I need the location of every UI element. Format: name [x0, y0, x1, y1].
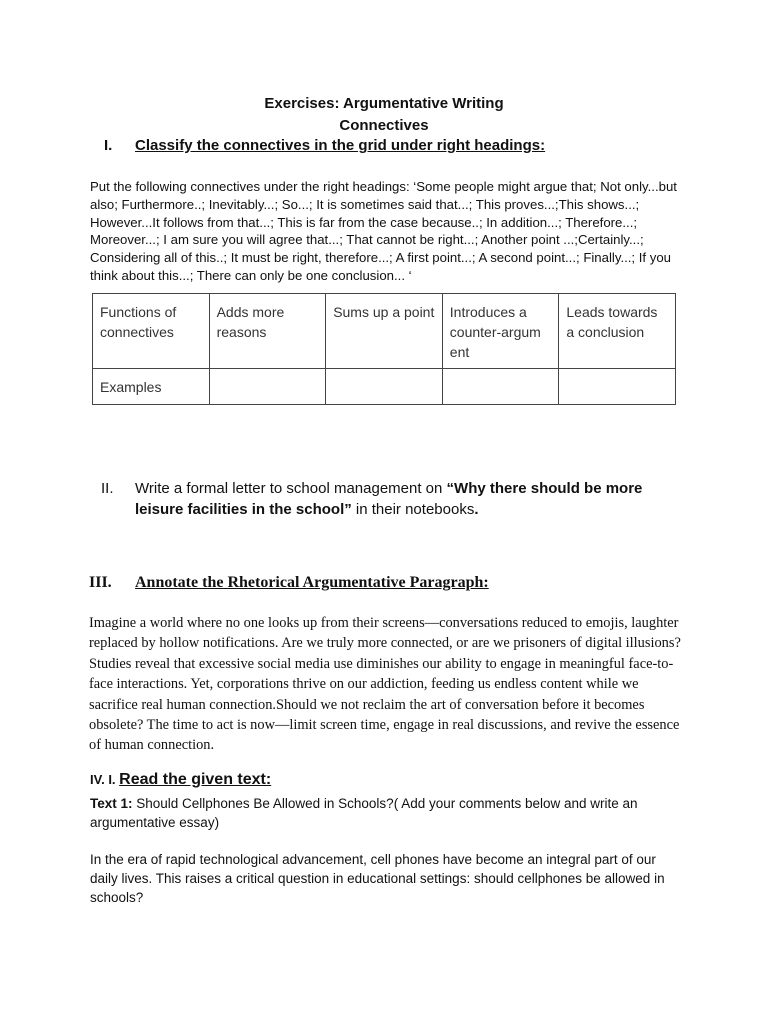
section-1-paragraph: Put the following connectives under the right headings: ‘Some people might argue that; Not only...but also; Furthermore..; Inevitably...; So...; It is sometimes said that...; This proves...;This shows...; However...It follows from that...; This is far from the case because..; In addition...; Therefore...; Moreover...; I am sure you will agree that...; That cannot be right...; Another point ...;Certainly...; Considering all of this..; It must be right, therefore...; A first point...; A second point...; Finally...; If you think about this...; There can only be one conclusion... ‘ — [90, 179, 677, 283]
section-3-number: III. — [89, 574, 112, 591]
section-1-number: I. — [104, 137, 113, 154]
section-1-heading — [104, 137, 545, 154]
section-2-text-before: Write a formal letter to school management on — [135, 480, 447, 497]
grid-empty-cell[interactable] — [326, 369, 443, 405]
grid-header-cell: Introduces a counter-argum ent — [442, 294, 559, 369]
grid-header-cell: Functions of connectives — [93, 294, 210, 369]
section-1-title: Classify the connectives in the grid under right headings: — [135, 137, 546, 154]
grid-empty-cell[interactable] — [442, 369, 559, 405]
section-4-number: IV. I. — [90, 772, 116, 787]
document-subtitle: Connectives — [339, 117, 429, 134]
grid-header-row — [93, 294, 676, 369]
grid-examples-row — [93, 369, 676, 405]
section-4-heading — [90, 771, 271, 789]
connectives-grid — [92, 293, 676, 405]
section-2-period: . — [474, 501, 479, 518]
section-2-text-bold: “Why there should be more leisure facilities in the school” — [135, 480, 643, 518]
grid-header-cell: Leads towards a conclusion — [559, 294, 676, 369]
section-4-paragraph: In the era of rapid technological advancement, cell phones have become an integral part of our daily lives. This raises a critical question in educational settings: should cellphones be allowed in schools? — [90, 852, 665, 905]
text-1-label: Text 1: — [90, 796, 133, 811]
text-1-prompt — [90, 794, 680, 832]
section-4-title: Read the given text: — [119, 771, 272, 788]
section-3-title: Annotate the Rhetorical Argumentative Paragraph: — [135, 574, 489, 591]
grid-examples-label: Examples — [93, 369, 210, 405]
section-2-text-after: in their notebooks — [351, 501, 475, 518]
section-2-number: II. — [101, 480, 114, 497]
grid-header-cell: Sums up a point — [326, 294, 443, 369]
grid-header-cell: Adds more reasons — [209, 294, 326, 369]
document-title: Exercises: Argumentative Writing — [264, 95, 504, 112]
grid-empty-cell[interactable] — [559, 369, 676, 405]
grid-empty-cell[interactable] — [209, 369, 326, 405]
section-2 — [101, 478, 681, 520]
text-1-content: Should Cellphones Be Allowed in Schools?( Add your comments below and write an argumentative essay) — [90, 796, 638, 830]
section-3-heading — [89, 574, 489, 592]
section-3-paragraph: Imagine a world where no one looks up from their screens—conversations reduced to emojis, laughter replaced by hollow notifications. Are we truly more connected, or are we prisoners of digital illusions? Studies reveal that excessive social media use diminishes our ability to engage in meaningful face-to-face interactions. Yet, corporations thrive on our addiction, feeding us endless content while we sacrifice real human connection.Should we not reclaim the art of conversation before it becomes obsolete? The time to act is now—limit screen time, engage in real discussions, and revive the essence of human connection. — [89, 615, 681, 754]
section-2-text — [135, 478, 681, 520]
